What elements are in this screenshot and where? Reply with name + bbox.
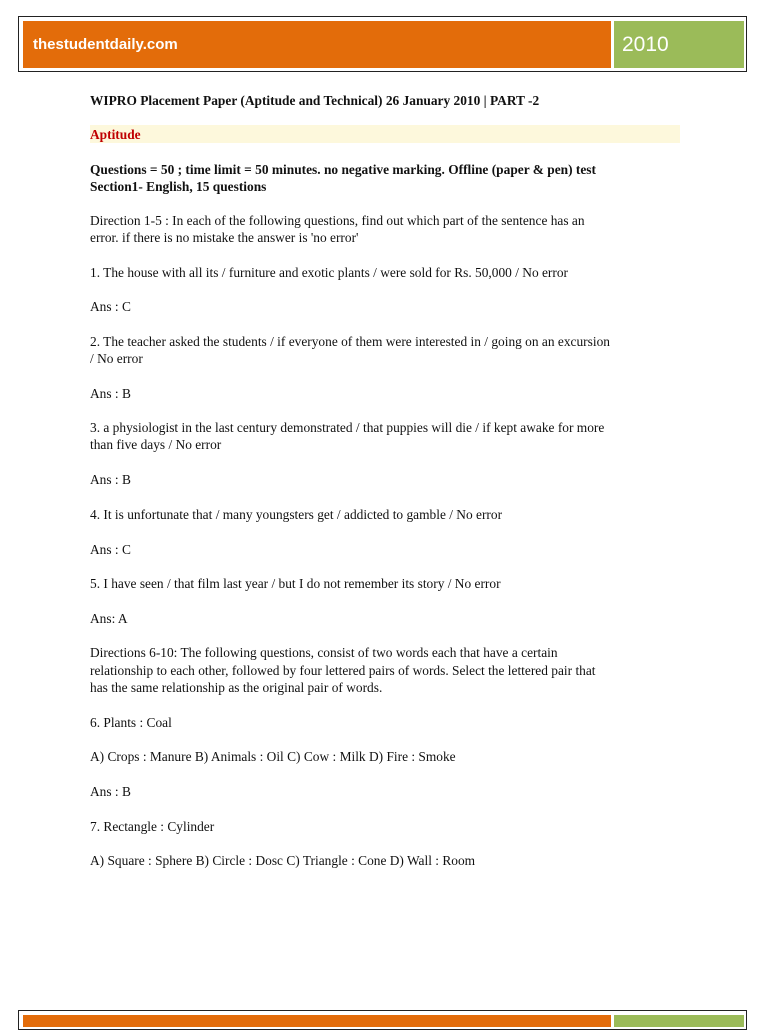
direction-2-line-1: Directions 6-10: The following questions, consist of two words each that have a certain <box>90 645 558 660</box>
footer-badge <box>614 1015 744 1027</box>
answer-1: Ans : C <box>90 299 131 314</box>
site-name[interactable]: thestudentdaily.com <box>33 36 178 53</box>
question-7-options: A) Square : Sphere B) Circle : Dosc C) Triangle : Cone D) Wall : Room <box>90 853 476 868</box>
document-title: WIPRO Placement Paper (Aptitude and Technical) 26 January 2010 | PART -2 <box>90 93 540 108</box>
question-3-line-1: 3. a physiologist in the last century demonstrated / that puppies will die / if kept awake for more <box>90 420 605 435</box>
question-4: 4. It is unfortunate that / many youngsters get / addicted to gamble / No error <box>90 507 503 522</box>
header-banner <box>23 21 611 68</box>
year-badge <box>614 21 744 68</box>
question-5: 5. I have seen / that film last year / but I do not remember its story / No error <box>90 576 501 591</box>
direction-2-line-3: has the same relationship as the original pair of words. <box>90 680 383 695</box>
exam-info-line-1: Questions = 50 ; time limit = 50 minutes. no negative marking. Offline (paper & pen) test <box>90 162 596 177</box>
footer-banner <box>23 1015 611 1027</box>
direction-2-line-2: relationship to each other, followed by four lettered pairs of words. Select the lettered pair that <box>90 663 596 678</box>
question-2-line-1: 2. The teacher asked the students / if everyone of them were interested in / going on an excursion <box>90 334 610 349</box>
direction-1-line-2: error. if there is no mistake the answer is 'no error' <box>90 230 359 245</box>
answer-3: Ans : B <box>90 472 131 487</box>
answer-4: Ans : C <box>90 542 131 557</box>
section-heading: Aptitude <box>90 127 141 142</box>
direction-1-line-1: Direction 1-5 : In each of the following questions, find out which part of the sentence has an <box>90 213 585 228</box>
year-label: 2010 <box>622 32 669 56</box>
answer-5: Ans: A <box>90 611 128 626</box>
answer-6: Ans : B <box>90 784 131 799</box>
question-7: 7. Rectangle : Cylinder <box>90 819 215 834</box>
answer-2: Ans : B <box>90 386 131 401</box>
question-6-options: A) Crops : Manure B) Animals : Oil C) Cow : Milk D) Fire : Smoke <box>90 749 456 764</box>
question-1: 1. The house with all its / furniture and exotic plants / were sold for Rs. 50,000 / No error <box>90 265 569 280</box>
question-3-line-2: than five days / No error <box>90 437 222 452</box>
question-2-line-2: / No error <box>90 351 143 366</box>
question-6: 6. Plants : Coal <box>90 715 172 730</box>
exam-info-line-2: Section1- English, 15 questions <box>90 179 267 194</box>
